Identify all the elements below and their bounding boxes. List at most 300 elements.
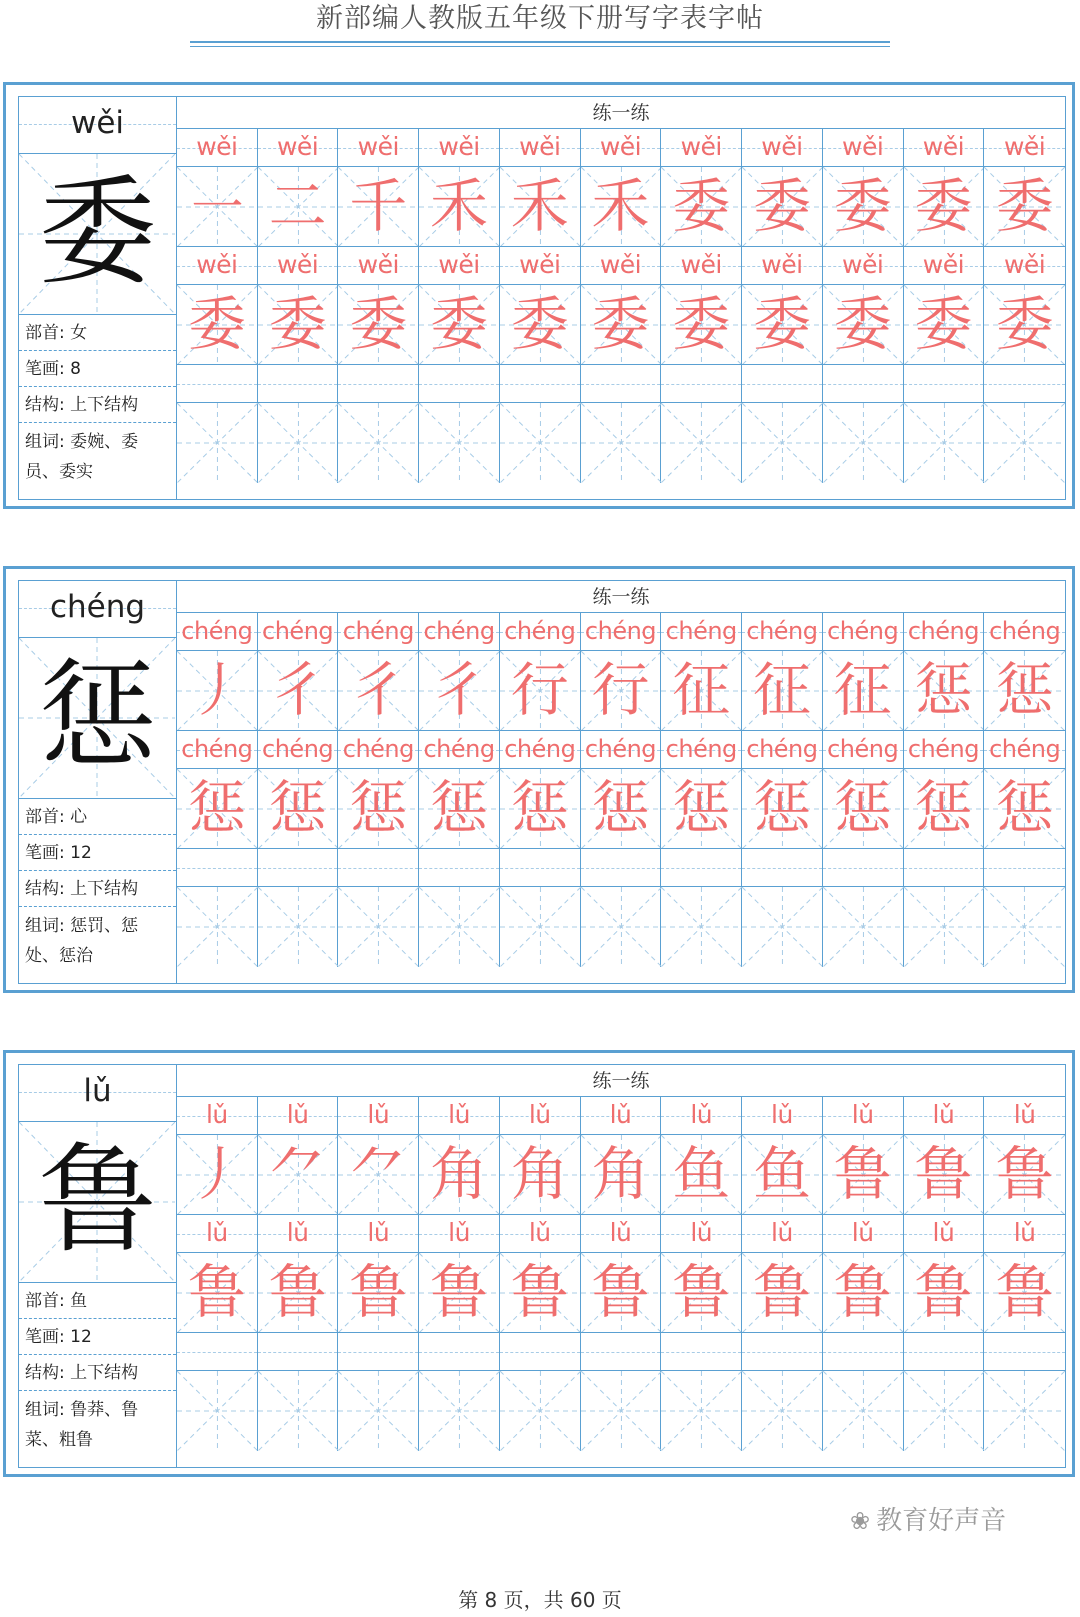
trace-cell[interactable] [581, 1253, 662, 1333]
blank-writing-cell[interactable] [258, 1371, 339, 1451]
pinyin-text: lǔ [851, 1100, 874, 1129]
pinyin-text: chéng [262, 735, 334, 763]
blank-writing-cell[interactable] [177, 403, 258, 483]
title-rule-thin [190, 46, 890, 47]
page-title: 新部编人教版五年级下册写字表字帖 [316, 3, 764, 34]
trace-cell[interactable] [823, 769, 904, 849]
pinyin-cell [904, 1097, 985, 1135]
trace-glyph: 鲁 [268, 1258, 327, 1326]
trace-cell[interactable] [177, 769, 258, 849]
blank-writing-cell[interactable] [177, 1371, 258, 1451]
pinyin-text: lǔ [932, 1218, 955, 1247]
stroke-step-glyph: 禾 [591, 172, 650, 240]
main-character [19, 638, 176, 799]
blank-writing-cell[interactable] [984, 1371, 1065, 1451]
blank-pinyin-cell[interactable] [500, 849, 581, 887]
stroke-step-cell[interactable] [823, 167, 904, 247]
blank-writing-cell[interactable] [258, 887, 339, 967]
radical-row-label: 部首: [25, 1291, 71, 1311]
stroke-step-cell[interactable] [823, 651, 904, 731]
pinyin-guide-line [823, 1352, 903, 1353]
blank-pinyin-cell[interactable] [338, 365, 419, 403]
stroke-count-row-value: 12 [70, 1327, 92, 1347]
pinyin-text: chéng [262, 617, 334, 645]
stroke-step-cell[interactable] [742, 1135, 823, 1215]
blank-writing-cell[interactable] [419, 887, 500, 967]
trace-cell[interactable] [500, 1253, 581, 1333]
blank-writing-cell[interactable] [904, 1371, 985, 1451]
stroke-step-cell[interactable] [661, 651, 742, 731]
stroke-step-cell[interactable] [661, 1135, 742, 1215]
pinyin-cell [258, 247, 339, 285]
blank-writing-cell[interactable] [904, 403, 985, 483]
pinyin-text: lǔ [205, 1218, 228, 1247]
word-group-row-label: 组词: [25, 916, 71, 936]
pinyin-text: lǔ [1013, 1100, 1036, 1129]
structure-row-value: 上下结构 [70, 879, 139, 899]
trace-glyph: 委 [591, 290, 650, 358]
trace-cell[interactable] [581, 285, 662, 365]
stroke-step-cell[interactable] [904, 167, 985, 247]
trace-cell[interactable] [258, 285, 339, 365]
mi-grid-guides [823, 403, 904, 483]
pinyin-guide-line [177, 384, 257, 385]
blank-pinyin-cell[interactable] [177, 1333, 258, 1371]
pinyin-text: lǔ [286, 1100, 309, 1129]
pinyin-text: wěi [519, 132, 561, 161]
blank-writing-cell[interactable] [338, 1371, 419, 1451]
pinyin-cell [742, 129, 823, 167]
trace-cell[interactable] [904, 769, 985, 849]
trace-cell[interactable] [419, 285, 500, 365]
blank-writing-cell[interactable] [338, 887, 419, 967]
blank-pinyin-cell[interactable] [742, 1333, 823, 1371]
blank-writing-cell[interactable] [500, 403, 581, 483]
pinyin-text: lǔ [851, 1218, 874, 1247]
pinyin-text: chéng [584, 617, 657, 645]
blank-pinyin-cell[interactable] [823, 1333, 904, 1371]
pinyin-cell [581, 1215, 662, 1253]
pinyin-text: chéng [746, 735, 818, 763]
stroke-step-cell[interactable] [581, 1135, 662, 1215]
pinyin-text: chéng [584, 735, 657, 763]
trace-glyph: 委 [187, 290, 246, 358]
blank-writing-cell[interactable] [338, 403, 419, 483]
radical-row-value: 女 [70, 323, 88, 343]
pinyin-text: chéng [746, 617, 818, 645]
blank-pinyin-cell[interactable] [984, 849, 1065, 887]
pinyin-cell [177, 247, 258, 285]
structure-row [19, 387, 176, 423]
blank-writing-cell[interactable] [661, 1371, 742, 1451]
trace-cell[interactable] [984, 1253, 1065, 1333]
blank-pinyin-cell[interactable] [823, 365, 904, 403]
trace-cell[interactable] [661, 769, 742, 849]
stroke-step-glyph: 禾 [510, 172, 569, 240]
blank-writing-cell[interactable] [823, 887, 904, 967]
blank-writing-cell[interactable] [904, 887, 985, 967]
blank-writing-cell[interactable] [823, 403, 904, 483]
trace-cell[interactable] [823, 1253, 904, 1333]
trace-cell[interactable] [661, 285, 742, 365]
practice-title: 练一练 [177, 1065, 1065, 1097]
mi-grid-guides [823, 887, 904, 967]
pinyin-cell [258, 129, 339, 167]
main-character-glyph: 鲁 [38, 1131, 157, 1269]
pinyin-cell [904, 247, 985, 285]
main-character-glyph: 惩 [38, 647, 157, 785]
pinyin-cell [338, 129, 419, 167]
pinyin-text: wěi [922, 250, 965, 279]
pinyin-cell [338, 247, 419, 285]
blank-pinyin-cell[interactable] [338, 849, 419, 887]
stroke-step-glyph: 惩 [914, 656, 973, 724]
stroke-count-row-label: 笔画: [25, 843, 71, 863]
trace-cell[interactable] [742, 769, 823, 849]
mi-grid-guides [177, 887, 258, 967]
trace-cell[interactable] [984, 285, 1065, 365]
pinyin-text: wěi [357, 250, 399, 279]
blank-writing-cell[interactable] [177, 887, 258, 967]
stroke-step-glyph: 彳 [268, 656, 327, 724]
mi-grid-guides [338, 403, 419, 483]
blank-pinyin-cell[interactable] [904, 849, 985, 887]
trace-glyph: 惩 [349, 774, 408, 842]
pinyin-text: wěi [842, 250, 884, 279]
pinyin-cell [661, 247, 742, 285]
mi-grid-guides [500, 403, 581, 483]
mi-grid-guides [581, 887, 662, 967]
word-group-row-value: 惩罚、惩处、惩治 [25, 916, 139, 966]
practice-area [177, 97, 1065, 499]
pinyin-text: chéng [989, 735, 1061, 763]
pinyin-guide-line [581, 1352, 661, 1353]
blank-writing-cell[interactable] [742, 403, 823, 483]
pinyin-cell [581, 247, 662, 285]
pinyin-cell [419, 731, 500, 769]
trace-cell[interactable] [177, 285, 258, 365]
stroke-step-cell[interactable] [338, 1135, 419, 1215]
stroke-step-glyph: 征 [672, 656, 731, 724]
stroke-step-cell[interactable] [177, 1135, 258, 1215]
stroke-step-cell[interactable] [661, 167, 742, 247]
pinyin-cell [500, 1097, 581, 1135]
blank-writing-cell[interactable] [984, 887, 1065, 967]
stroke-step-cell[interactable] [823, 1135, 904, 1215]
pinyin-text: chéng [907, 735, 979, 763]
stroke-step-glyph: 禾 [430, 172, 489, 240]
trace-cell[interactable] [823, 285, 904, 365]
page-footer: 第 8 页，共 60 页 [458, 1588, 622, 1612]
stroke-step-cell[interactable] [984, 1135, 1065, 1215]
character-info [19, 97, 177, 499]
blank-writing-cell[interactable] [823, 1371, 904, 1451]
trace-cell[interactable] [742, 1253, 823, 1333]
trace-glyph: 委 [672, 290, 731, 358]
pinyin-guide-line [742, 868, 822, 869]
pinyin-guide-line [661, 384, 741, 385]
blank-pinyin-cell[interactable] [500, 1333, 581, 1371]
blank-pinyin-cell[interactable] [581, 1333, 662, 1371]
trace-cell[interactable] [338, 1253, 419, 1333]
pinyin-guide-line [500, 1352, 580, 1353]
pinyin-text: lǔ [367, 1100, 390, 1129]
stroke-step-cell[interactable] [258, 651, 339, 731]
pinyin-cell [984, 731, 1065, 769]
trace-glyph: 惩 [187, 774, 246, 842]
blank-pinyin-cell[interactable] [338, 1333, 419, 1371]
radical-row-label: 部首: [25, 323, 71, 343]
blank-writing-cell[interactable] [581, 403, 662, 483]
trace-glyph: 鲁 [833, 1258, 892, 1326]
blank-writing-cell[interactable] [742, 887, 823, 967]
blank-pinyin-cell[interactable] [984, 365, 1065, 403]
stroke-step-cell[interactable] [258, 1135, 339, 1215]
blank-pinyin-cell[interactable] [661, 1333, 742, 1371]
stroke-step-cell[interactable] [581, 651, 662, 731]
word-group-row-label: 组词: [25, 1400, 71, 1420]
stroke-count-row-value: 8 [70, 359, 81, 379]
trace-cell[interactable] [500, 285, 581, 365]
trace-cell[interactable] [258, 1253, 339, 1333]
stroke-step-glyph: 惩 [995, 656, 1054, 724]
blank-writing-cell[interactable] [581, 1371, 662, 1451]
blank-writing-cell[interactable] [984, 403, 1065, 483]
blank-pinyin-cell[interactable] [904, 365, 985, 403]
blank-writing-cell[interactable] [419, 1371, 500, 1451]
pinyin-cell [338, 1097, 419, 1135]
stroke-step-cell[interactable] [500, 167, 581, 247]
pinyin-guide-line [984, 868, 1065, 869]
main-character [19, 154, 176, 315]
pinyin-text: chéng [342, 735, 414, 763]
trace-cell[interactable] [419, 1253, 500, 1333]
stroke-step-cell[interactable] [500, 1135, 581, 1215]
mi-grid-guides [984, 403, 1065, 483]
pinyin-cell [984, 247, 1065, 285]
practice-title: 练一练 [177, 97, 1065, 129]
trace-cell[interactable] [338, 769, 419, 849]
trace-glyph: 鲁 [510, 1258, 569, 1326]
blank-pinyin-cell[interactable] [984, 1333, 1065, 1371]
stroke-step-glyph: 委 [833, 172, 892, 240]
pinyin-cell [177, 1215, 258, 1253]
mi-grid-guides [258, 403, 339, 483]
mi-grid-guides [823, 1371, 904, 1451]
trace-glyph: 惩 [510, 774, 569, 842]
pinyin-cell [338, 613, 419, 651]
pinyin-guide-line [500, 384, 580, 385]
trace-glyph: 委 [268, 290, 327, 358]
trace-cell[interactable] [661, 1253, 742, 1333]
blank-pinyin-cell[interactable] [500, 365, 581, 403]
blank-pinyin-cell[interactable] [581, 849, 662, 887]
stroke-step-cell[interactable] [177, 167, 258, 247]
pinyin-cell [258, 731, 339, 769]
blank-pinyin-cell[interactable] [661, 365, 742, 403]
pinyin-text: lǔ [1013, 1218, 1036, 1247]
pinyin-cell [419, 1215, 500, 1253]
trace-cell[interactable] [984, 769, 1065, 849]
stroke-count-row [19, 835, 176, 871]
stroke-step-cell[interactable] [419, 1135, 500, 1215]
blank-pinyin-cell[interactable] [904, 1333, 985, 1371]
blank-pinyin-cell[interactable] [419, 849, 500, 887]
mi-grid-guides [177, 403, 258, 483]
pinyin-box [19, 581, 176, 638]
mi-grid-guides [419, 403, 500, 483]
pinyin-guide-line [258, 1352, 338, 1353]
mi-grid-guides [419, 887, 500, 967]
stroke-step-cell[interactable] [904, 651, 985, 731]
word-group-row-label: 组词: [25, 432, 71, 452]
pinyin-cell [661, 613, 742, 651]
pinyin-cell [904, 1215, 985, 1253]
pinyin-cell [904, 731, 985, 769]
pinyin-text: wěi [1003, 132, 1046, 161]
mi-grid-guides [258, 887, 339, 967]
trace-glyph: 惩 [591, 774, 650, 842]
blank-pinyin-cell[interactable] [742, 365, 823, 403]
pinyin-text: chéng [181, 617, 253, 645]
pinyin-guide-line [904, 1352, 984, 1353]
blank-pinyin-cell[interactable] [661, 849, 742, 887]
stroke-step-cell[interactable] [984, 167, 1065, 247]
trace-cell[interactable] [258, 769, 339, 849]
pinyin-text: wěi [599, 250, 642, 279]
trace-cell[interactable] [419, 769, 500, 849]
pinyin-cell [904, 129, 985, 167]
stroke-count-row [19, 1319, 176, 1355]
radical-row [19, 315, 176, 351]
pinyin-cell [419, 1097, 500, 1135]
pinyin-text: lǔ [771, 1218, 793, 1247]
card-inner [18, 580, 1066, 984]
card-inner [18, 1064, 1066, 1468]
trace-glyph: 委 [430, 290, 489, 358]
trace-cell[interactable] [742, 285, 823, 365]
pinyin-cell [823, 1097, 904, 1135]
pinyin-cell [581, 613, 662, 651]
pinyin-guide-line [904, 868, 984, 869]
trace-cell[interactable] [581, 769, 662, 849]
pinyin-cell [500, 731, 581, 769]
practice-title: 练一练 [177, 581, 1065, 613]
blank-writing-cell[interactable] [581, 887, 662, 967]
trace-glyph: 惩 [914, 774, 973, 842]
blank-pinyin-cell[interactable] [419, 1333, 500, 1371]
stroke-step-cell[interactable] [177, 651, 258, 731]
mi-grid-guides [984, 1371, 1065, 1451]
mi-grid-guides [258, 1371, 339, 1451]
pinyin-cell [742, 247, 823, 285]
blank-writing-cell[interactable] [258, 403, 339, 483]
pinyin-text: chéng [504, 735, 576, 763]
trace-glyph: 鲁 [995, 1258, 1054, 1326]
blank-pinyin-cell[interactable] [258, 849, 339, 887]
word-group-row [19, 423, 176, 487]
blank-writing-cell[interactable] [661, 403, 742, 483]
pinyin-guide-line [984, 384, 1065, 385]
blank-pinyin-cell[interactable] [177, 365, 258, 403]
stroke-step-cell[interactable] [338, 167, 419, 247]
trace-cell[interactable] [904, 1253, 985, 1333]
pinyin-box [19, 1065, 176, 1122]
pinyin-text: wěi [842, 132, 884, 161]
mi-grid-guides [661, 403, 742, 483]
trace-cell[interactable] [177, 1253, 258, 1333]
pinyin-cell [500, 1215, 581, 1253]
blank-pinyin-cell[interactable] [742, 849, 823, 887]
stroke-step-cell[interactable] [984, 651, 1065, 731]
radical-row-value: 鱼 [70, 1291, 88, 1311]
stroke-step-cell[interactable] [500, 651, 581, 731]
pinyin-guide-line [258, 868, 338, 869]
pinyin-guide-line [742, 1352, 822, 1353]
mi-grid-guides [904, 403, 985, 483]
stroke-step-glyph: 委 [752, 172, 811, 240]
structure-row-value: 上下结构 [70, 395, 139, 415]
stroke-step-glyph: 鱼 [672, 1140, 731, 1208]
trace-glyph: 鲁 [752, 1258, 811, 1326]
mi-grid-guides [581, 403, 662, 483]
blank-pinyin-cell[interactable] [258, 1333, 339, 1371]
radical-row [19, 799, 176, 835]
stroke-step-cell[interactable] [419, 651, 500, 731]
stroke-step-glyph: 行 [591, 656, 650, 724]
blank-writing-cell[interactable] [419, 403, 500, 483]
blank-pinyin-cell[interactable] [581, 365, 662, 403]
blank-pinyin-cell[interactable] [258, 365, 339, 403]
pinyin-text: wěi [519, 250, 561, 279]
stroke-step-cell[interactable] [419, 167, 500, 247]
stroke-step-cell[interactable] [258, 167, 339, 247]
blank-pinyin-cell[interactable] [823, 849, 904, 887]
trace-glyph: 惩 [268, 774, 327, 842]
pinyin-cell [338, 1215, 419, 1253]
trace-cell[interactable] [904, 285, 985, 365]
blank-pinyin-cell[interactable] [419, 365, 500, 403]
pinyin-guide-line [984, 1352, 1065, 1353]
blank-writing-cell[interactable] [500, 1371, 581, 1451]
mi-grid-guides [338, 887, 419, 967]
stroke-step-cell[interactable] [338, 651, 419, 731]
stroke-step-cell[interactable] [742, 651, 823, 731]
pinyin-cell [742, 1215, 823, 1253]
stroke-step-cell[interactable] [904, 1135, 985, 1215]
mi-grid-guides [177, 1371, 258, 1451]
stroke-count-row-label: 笔画: [25, 359, 71, 379]
practice-grid [177, 613, 1065, 967]
stroke-step-cell[interactable] [581, 167, 662, 247]
trace-cell[interactable] [500, 769, 581, 849]
blank-writing-cell[interactable] [661, 887, 742, 967]
mi-grid-guides [904, 1371, 985, 1451]
trace-cell[interactable] [338, 285, 419, 365]
pinyin-text: chéng [665, 617, 737, 645]
blank-writing-cell[interactable] [500, 887, 581, 967]
blank-writing-cell[interactable] [742, 1371, 823, 1451]
pinyin-guide-line [177, 1352, 257, 1353]
blank-pinyin-cell[interactable] [177, 849, 258, 887]
card-inner [18, 96, 1066, 500]
stroke-count-row-value: 12 [70, 843, 92, 863]
stroke-step-cell[interactable] [742, 167, 823, 247]
practice-area [177, 581, 1065, 983]
pinyin-cell [258, 613, 339, 651]
structure-row [19, 1355, 176, 1391]
pinyin-cell [904, 613, 985, 651]
